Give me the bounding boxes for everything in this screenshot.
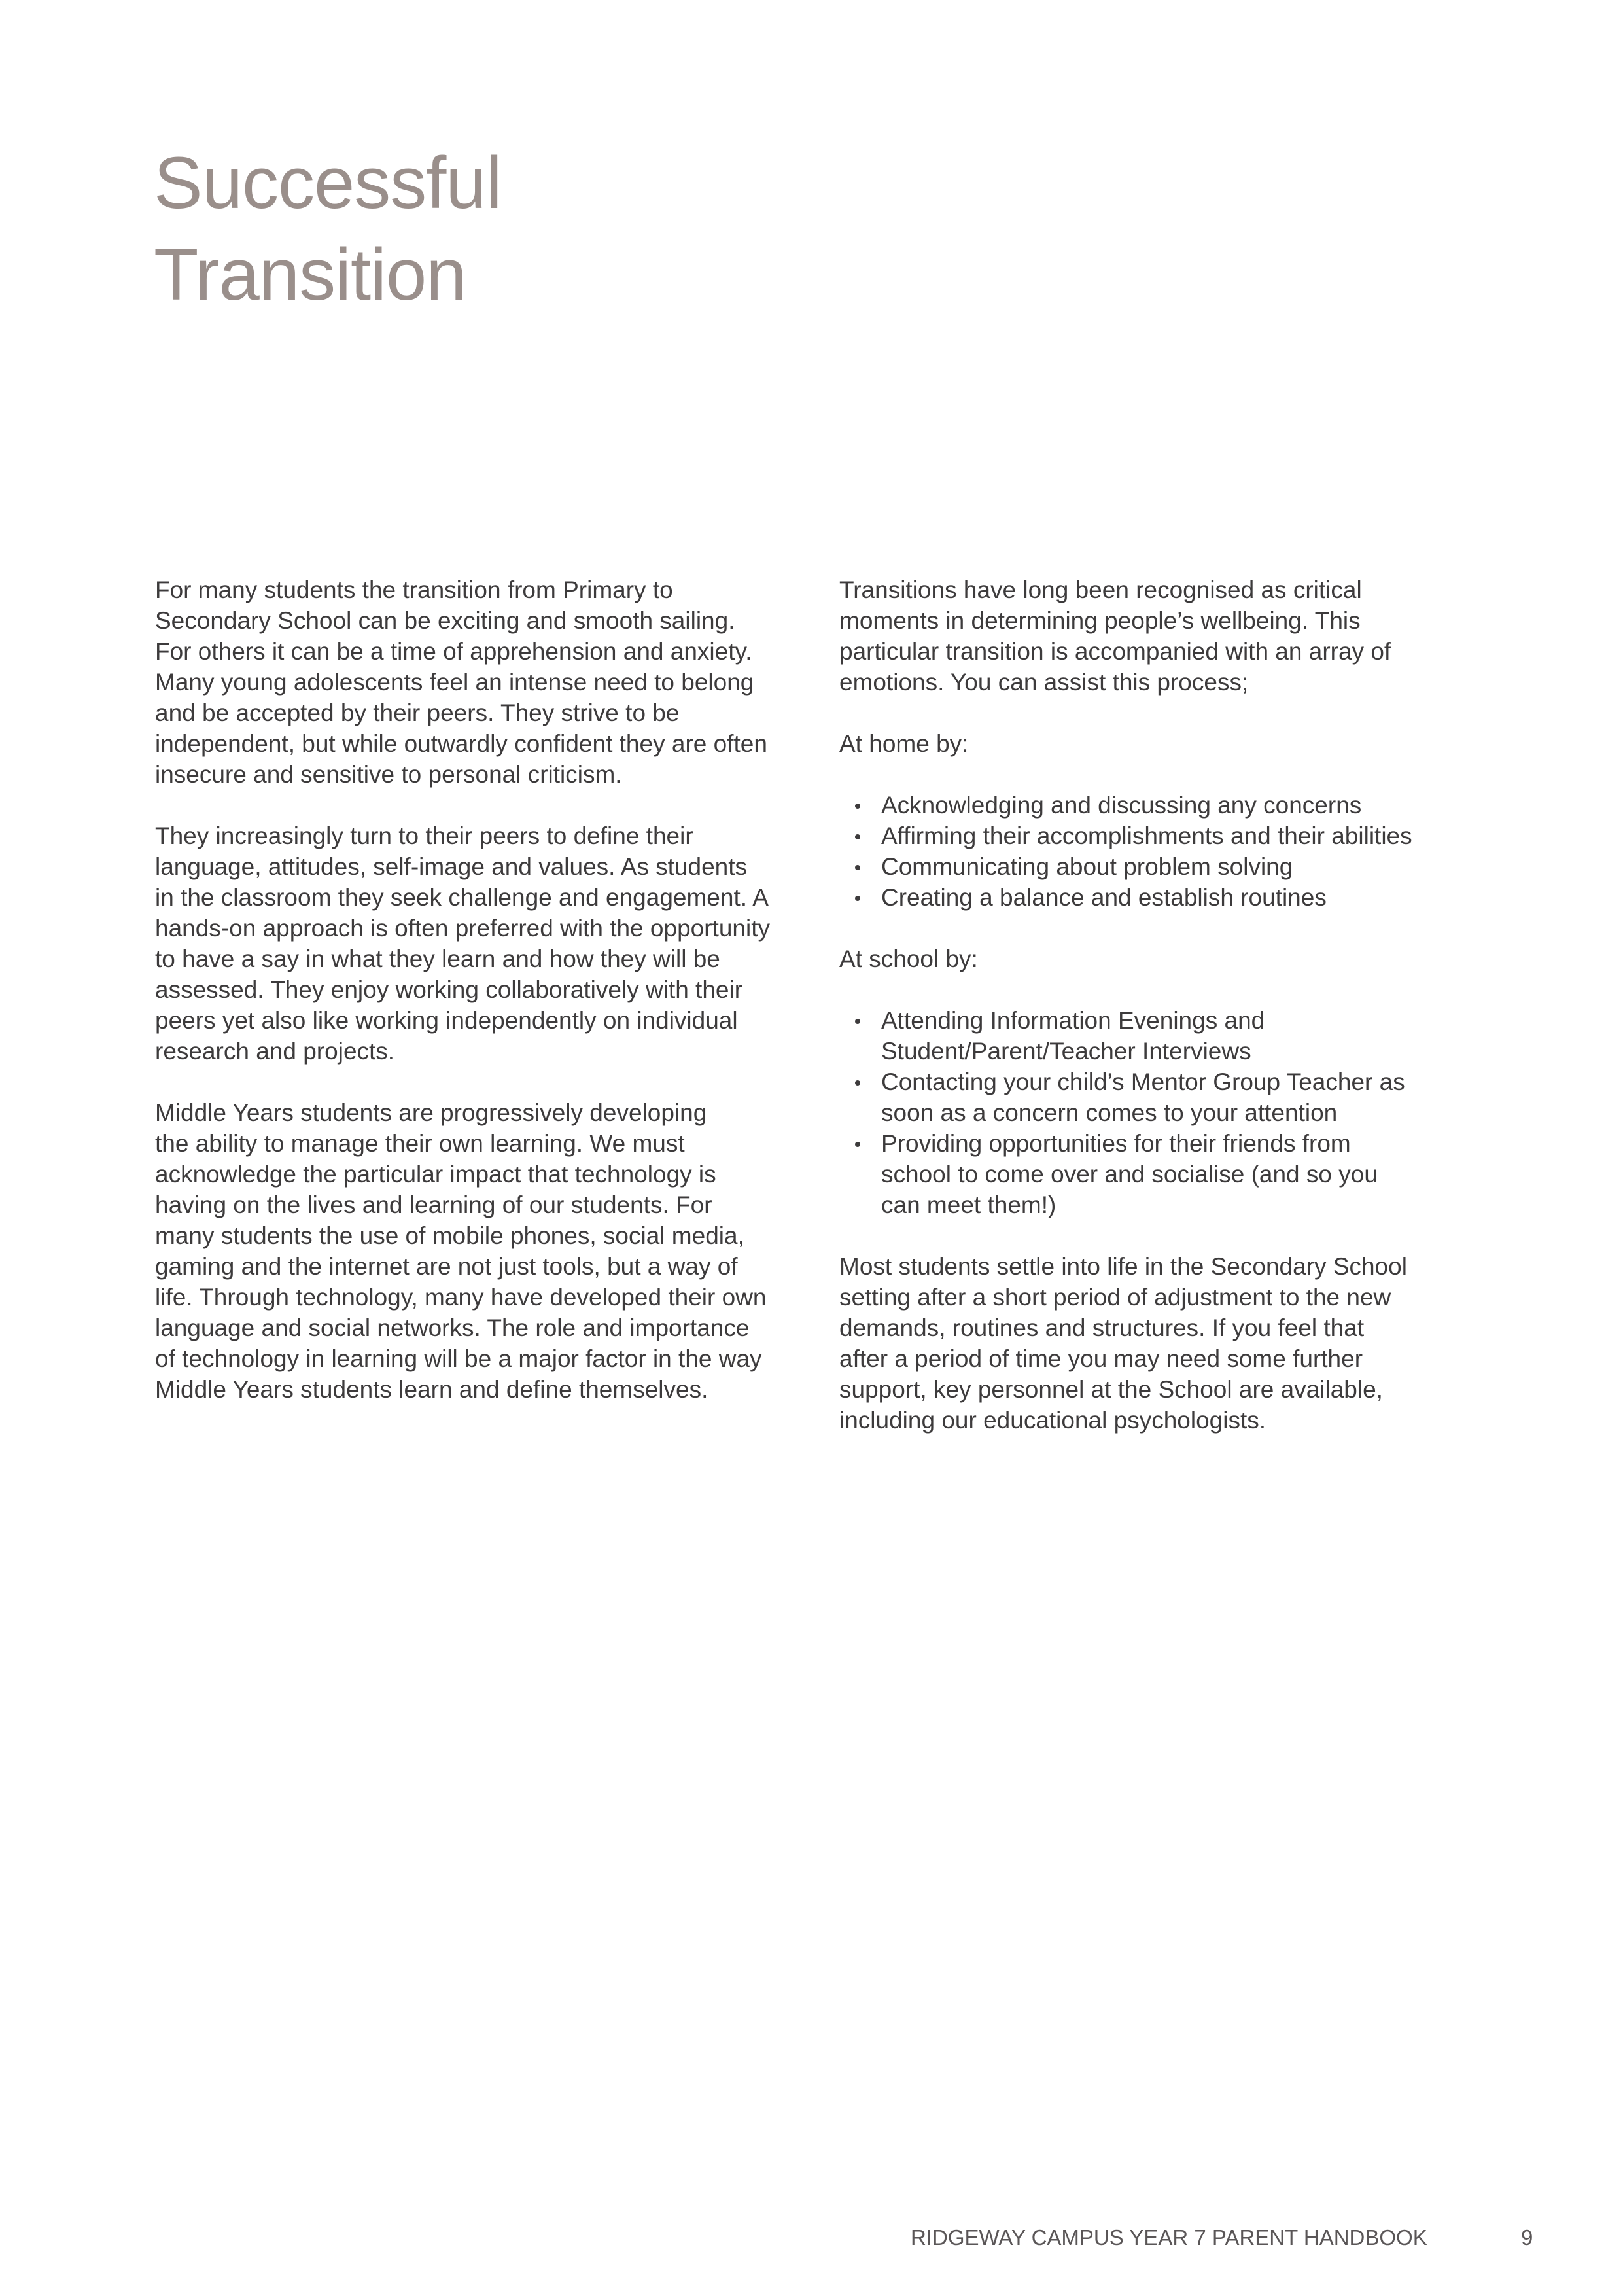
right-column	[839, 574, 1493, 1466]
text-line: particular transition is accompanied with an array of	[839, 638, 1391, 665]
page-title-line-2: Transition	[154, 234, 466, 315]
text-line: Transitions have long been recognised as critical	[839, 576, 1362, 603]
text-line: research and projects.	[155, 1038, 395, 1065]
list-item-text: school to come over and socialise (and so you	[881, 1161, 1378, 1188]
text-line: They increasingly turn to their peers to define their	[155, 822, 693, 849]
text-line: For many students the transition from Primary to	[155, 576, 673, 603]
paragraph-transition-intro	[155, 574, 809, 790]
school-heading	[839, 944, 1493, 974]
text-line: having on the lives and learning of our students. For	[155, 1192, 712, 1218]
text-line: Secondary School can be exciting and smooth sailing.	[155, 607, 735, 634]
list-item-text: Affirming their accomplishments and their abilities	[881, 822, 1412, 849]
text-line: hands-on approach is often preferred with the opportunity	[155, 915, 770, 942]
text-line: the ability to manage their own learning. We must	[155, 1130, 685, 1157]
list-item-text: Contacting your child’s Mentor Group Teacher as	[881, 1069, 1405, 1095]
text-line: independent, but while outwardly confident they are often	[155, 730, 767, 757]
list-item-text: Acknowledging and discussing any concerns	[881, 792, 1362, 819]
text-line: gaming and the internet are not just tools, but a way of	[155, 1253, 738, 1280]
list-item	[839, 1067, 1493, 1128]
list-item	[839, 882, 1493, 913]
page-title-line-1: Successful	[154, 142, 502, 224]
list-item-text: Communicating about problem solving	[881, 853, 1293, 880]
paragraph-technology	[155, 1097, 809, 1405]
left-column	[155, 574, 809, 1436]
text-line: after a period of time you may need some further	[839, 1345, 1363, 1372]
text-line: Most students settle into life in the Secondary School	[839, 1253, 1407, 1280]
school-list	[839, 1005, 1493, 1220]
text-line: emotions. You can assist this process;	[839, 669, 1249, 696]
text-line: setting after a short period of adjustment to the new	[839, 1284, 1391, 1311]
list-item	[839, 1005, 1493, 1067]
home-heading	[839, 728, 1493, 759]
footer-handbook-title: RIDGEWAY CAMPUS YEAR 7 PARENT HANDBOOK	[911, 2225, 1427, 2250]
list-item-text: Attending Information Evenings and	[881, 1007, 1265, 1034]
list-item	[839, 821, 1493, 851]
list-item	[839, 1128, 1493, 1220]
text-line: language and social networks. The role and importance	[155, 1315, 750, 1341]
list-item-text: Providing opportunities for their friends from	[881, 1130, 1351, 1157]
list-item-text: soon as a concern comes to your attention	[881, 1099, 1338, 1126]
text-line: of technology in learning will be a major factor in the way	[155, 1345, 762, 1372]
list-item-text: Creating a balance and establish routines	[881, 884, 1327, 911]
text-line: in the classroom they seek challenge and engagement. A	[155, 884, 769, 911]
text-line: to have a say in what they learn and how they will be	[155, 945, 720, 972]
text-line: life. Through technology, many have developed their own	[155, 1284, 767, 1311]
list-item-text: can meet them!)	[881, 1192, 1056, 1218]
text-line: insecure and sensitive to personal criticism.	[155, 761, 622, 788]
list-item	[839, 790, 1493, 821]
text-line: acknowledge the particular impact that technology is	[155, 1161, 716, 1188]
text-line: demands, routines and structures. If you feel that	[839, 1315, 1365, 1341]
text-line: support, key personnel at the School are available,	[839, 1376, 1383, 1403]
list-item-text: Student/Parent/Teacher Interviews	[881, 1038, 1251, 1065]
text-line: language, attitudes, self-image and values. As students	[155, 853, 748, 880]
text-line: moments in determining people’s wellbeing. This	[839, 607, 1361, 634]
text-line: Middle Years students learn and define themselves.	[155, 1376, 708, 1403]
page-number: 9	[1521, 2225, 1533, 2250]
text-line: many students the use of mobile phones, social media,	[155, 1222, 744, 1249]
text-line: including our educational psychologists.	[839, 1407, 1266, 1434]
home-heading-text: At home by:	[839, 730, 969, 757]
school-heading-text: At school by:	[839, 945, 978, 972]
text-line: assessed. They enjoy working collaboratively with their	[155, 976, 743, 1003]
text-line: Middle Years students are progressively developing	[155, 1099, 707, 1126]
text-line: For others it can be a time of apprehension and anxiety.	[155, 638, 752, 665]
paragraph-peers	[155, 821, 809, 1067]
list-item	[839, 851, 1493, 882]
paragraph-closing	[839, 1251, 1493, 1436]
page-title	[154, 137, 502, 321]
paragraph-wellbeing	[839, 574, 1493, 698]
text-line: peers yet also like working independently on individual	[155, 1007, 738, 1034]
text-line: and be accepted by their peers. They strive to be	[155, 699, 680, 726]
text-line: Many young adolescents feel an intense need to belong	[155, 669, 754, 696]
home-list	[839, 790, 1493, 913]
